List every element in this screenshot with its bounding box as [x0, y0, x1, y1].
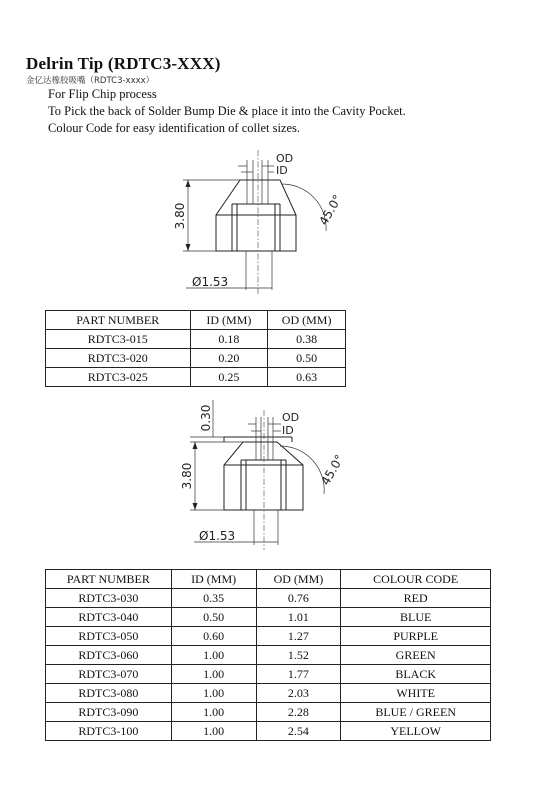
id-cell: 1.00 — [171, 703, 256, 722]
id-label: ID — [276, 164, 288, 177]
part-number-cell: RDTC3-025 — [46, 368, 191, 387]
intro-line-3: Colour Code for easy identification of collet sizes. — [48, 121, 301, 135]
od-label: OD — [282, 411, 300, 424]
id-cell: 1.00 — [171, 646, 256, 665]
od-cell: 0.63 — [268, 368, 346, 387]
od-cell: 0.38 — [268, 330, 346, 349]
od-cell: 1.27 — [256, 627, 341, 646]
id-cell: 0.50 — [171, 608, 256, 627]
intro-line-1: For Flip Chip process — [48, 87, 157, 101]
od-cell: 0.76 — [256, 589, 341, 608]
part-number-cell: RDTC3-100 — [46, 722, 172, 741]
table-header-row — [46, 570, 491, 589]
id-cell: 1.00 — [171, 722, 256, 741]
colour-code-cell: PURPLE — [341, 627, 491, 646]
colour-code-cell: BLACK — [341, 665, 491, 684]
od-cell: 2.54 — [256, 722, 341, 741]
height-dimension-label: 3.80 — [180, 462, 194, 490]
id-label: ID — [282, 424, 294, 437]
table-row — [46, 589, 491, 608]
od-cell: 0.50 — [268, 349, 346, 368]
intro-line-2: To Pick the back of Solder Bump Die & place it into the Cavity Pocket. — [48, 104, 406, 118]
colour-code-cell: BLUE — [341, 608, 491, 627]
id-cell: 0.18 — [190, 330, 268, 349]
part-number-cell: RDTC3-090 — [46, 703, 172, 722]
part-number-cell: RDTC3-050 — [46, 627, 172, 646]
table-row — [46, 722, 491, 741]
part-number-cell: RDTC3-060 — [46, 646, 172, 665]
od-cell: 1.52 — [256, 646, 341, 665]
od-cell: 1.01 — [256, 608, 341, 627]
angle-dimension-label: 45.0° — [318, 452, 347, 488]
part-number-cell: RDTC3-080 — [46, 684, 172, 703]
id-cell: 0.35 — [171, 589, 256, 608]
od-label: OD — [276, 152, 294, 165]
col-header-od: OD (MM) — [268, 311, 346, 330]
colour-code-cell: BLUE / GREEN — [341, 703, 491, 722]
table-row — [46, 684, 491, 703]
page-title: Delrin Tip (RDTC3-XXX) — [26, 54, 221, 73]
part-number-cell: RDTC3-030 — [46, 589, 172, 608]
colour-code-cell: RED — [341, 589, 491, 608]
spec-table-2 — [45, 569, 491, 741]
table-row — [46, 703, 491, 722]
od-cell: 2.03 — [256, 684, 341, 703]
diameter-dimension-label: Ø1.53 — [192, 275, 229, 289]
col-header-part-number: PART NUMBER — [46, 570, 172, 589]
diameter-dimension-label: Ø1.53 — [199, 529, 236, 543]
col-header-id: ID (MM) — [171, 570, 256, 589]
table-row — [46, 646, 491, 665]
part-number-cell: RDTC3-070 — [46, 665, 172, 684]
col-header-colour-code: COLOUR CODE — [341, 570, 491, 589]
col-header-id: ID (MM) — [190, 311, 268, 330]
id-cell: 0.60 — [171, 627, 256, 646]
id-cell: 1.00 — [171, 665, 256, 684]
table-row — [46, 608, 491, 627]
page-subtitle: 金亿达橡胶吸嘴（RDTC3-xxxx） — [26, 76, 155, 86]
colour-code-cell: GREEN — [341, 646, 491, 665]
colour-code-cell: WHITE — [341, 684, 491, 703]
col-header-part-number: PART NUMBER — [46, 311, 191, 330]
table-row — [46, 665, 491, 684]
od-cell: 2.28 — [256, 703, 341, 722]
angle-dimension-label: 45.0° — [316, 192, 345, 228]
part-number-cell: RDTC3-020 — [46, 349, 191, 368]
part-number-cell: RDTC3-040 — [46, 608, 172, 627]
col-header-od: OD (MM) — [256, 570, 341, 589]
top-dimension-label: 0.30 — [199, 404, 213, 432]
table-row — [46, 627, 491, 646]
od-cell: 1.77 — [256, 665, 341, 684]
colour-code-cell: YELLOW — [341, 722, 491, 741]
id-cell: 0.25 — [190, 368, 268, 387]
id-cell: 0.20 — [190, 349, 268, 368]
id-cell: 1.00 — [171, 684, 256, 703]
height-dimension-label: 3.80 — [173, 202, 187, 230]
part-number-cell: RDTC3-015 — [46, 330, 191, 349]
